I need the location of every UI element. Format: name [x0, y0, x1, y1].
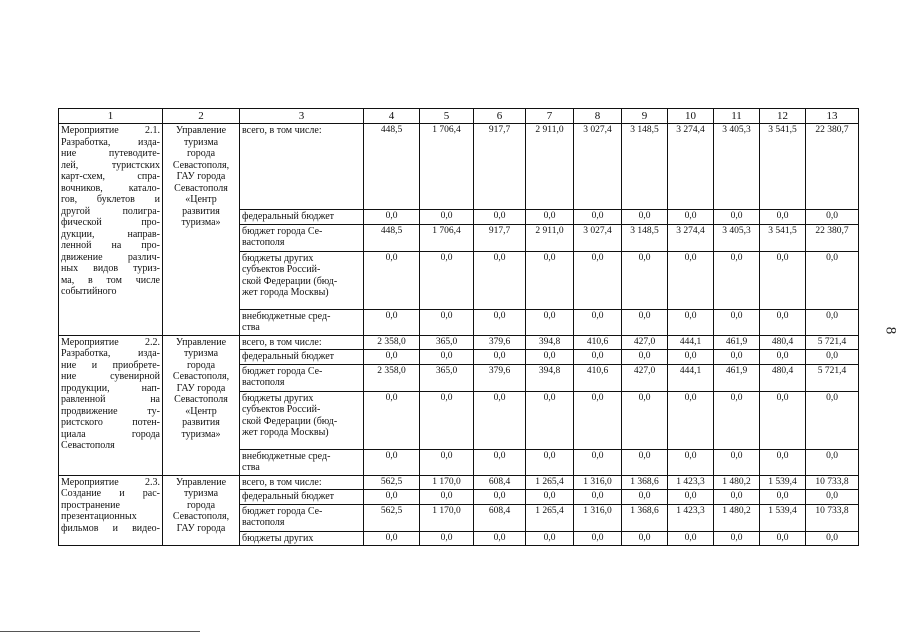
value-cell: 0,0: [574, 391, 622, 449]
value-cell: 0,0: [668, 309, 714, 335]
value-cell: 0,0: [574, 350, 622, 365]
value-cell: 0,0: [806, 391, 859, 449]
funding-source-label: бюджет города Се- вастополя: [240, 504, 364, 531]
header-cell: 8: [574, 109, 622, 124]
value-cell: 0,0: [668, 490, 714, 505]
page-number: 8: [882, 326, 899, 335]
value-cell: 427,0: [622, 364, 668, 391]
value-cell: 0,0: [714, 210, 760, 225]
value-cell: 0,0: [574, 210, 622, 225]
value-cell: 0,0: [760, 391, 806, 449]
value-cell: 0,0: [806, 350, 859, 365]
value-cell: 0,0: [364, 309, 420, 335]
value-cell: 0,0: [668, 350, 714, 365]
value-cell: 0,0: [420, 490, 474, 505]
measure-title: Мероприятие 2.2. Разработка, изда- ние и приобрете- ние сувенирной продукции, нап- равленной на продвижение ту- ристского потен- циала города Севастополя: [59, 335, 163, 475]
value-cell: 0,0: [714, 449, 760, 475]
value-cell: 379,6: [474, 364, 526, 391]
value-cell: 427,0: [622, 335, 668, 350]
value-cell: 0,0: [420, 531, 474, 546]
value-cell: 461,9: [714, 335, 760, 350]
value-cell: 0,0: [420, 449, 474, 475]
value-cell: 0,0: [714, 350, 760, 365]
value-cell: 0,0: [364, 391, 420, 449]
value-cell: 2 358,0: [364, 335, 420, 350]
value-cell: 0,0: [760, 350, 806, 365]
header-cell: 6: [474, 109, 526, 124]
value-cell: 22 380,7: [806, 124, 859, 210]
header-cell: 11: [714, 109, 760, 124]
table-row: [59, 335, 859, 350]
value-cell: 0,0: [574, 531, 622, 546]
measure-title: Мероприятие 2.3. Создание и рас- пространение презентационных фильмов и видео-: [59, 475, 163, 546]
value-cell: 480,4: [760, 335, 806, 350]
value-cell: 608,4: [474, 504, 526, 531]
funding-source-label: всего, в том числе:: [240, 124, 364, 210]
value-cell: 0,0: [574, 251, 622, 309]
value-cell: 3 274,4: [668, 224, 714, 251]
funding-source-label: бюджеты других субъектов Россий- ской Федерации (бюд- жет города Москвы): [240, 251, 364, 309]
value-cell: 0,0: [622, 391, 668, 449]
value-cell: 1 170,0: [420, 504, 474, 531]
value-cell: 0,0: [806, 490, 859, 505]
value-cell: 0,0: [364, 490, 420, 505]
value-cell: 3 274,4: [668, 124, 714, 210]
value-cell: 0,0: [622, 449, 668, 475]
value-cell: 0,0: [420, 391, 474, 449]
header-cell: 7: [526, 109, 574, 124]
value-cell: 0,0: [420, 309, 474, 335]
funding-source-label: бюджет города Се- вастополя: [240, 364, 364, 391]
measure-executor: Управление туризма города Севастополя, ГАУ города Севастополя «Центр развития туризма»: [163, 124, 240, 336]
value-cell: 1 423,3: [668, 504, 714, 531]
value-cell: 3 148,5: [622, 124, 668, 210]
header-cell: 10: [668, 109, 714, 124]
value-cell: 0,0: [474, 490, 526, 505]
header-row: [59, 109, 859, 124]
value-cell: 0,0: [806, 309, 859, 335]
value-cell: 365,0: [420, 335, 474, 350]
table-row: [59, 124, 859, 210]
value-cell: 0,0: [364, 251, 420, 309]
value-cell: 0,0: [806, 251, 859, 309]
funding-source-label: всего, в том числе:: [240, 475, 364, 490]
value-cell: 0,0: [526, 449, 574, 475]
value-cell: 0,0: [526, 391, 574, 449]
header-cell: 13: [806, 109, 859, 124]
value-cell: 1 480,2: [714, 475, 760, 490]
value-cell: 0,0: [420, 251, 474, 309]
value-cell: 0,0: [526, 531, 574, 546]
funding-source-label: всего, в том числе:: [240, 335, 364, 350]
value-cell: 0,0: [474, 449, 526, 475]
value-cell: 1 480,2: [714, 504, 760, 531]
value-cell: 0,0: [668, 210, 714, 225]
value-cell: 394,8: [526, 335, 574, 350]
value-cell: 1 316,0: [574, 475, 622, 490]
value-cell: 1 368,6: [622, 475, 668, 490]
value-cell: 3 405,3: [714, 124, 760, 210]
value-cell: 5 721,4: [806, 335, 859, 350]
value-cell: 0,0: [714, 531, 760, 546]
value-cell: 0,0: [526, 251, 574, 309]
value-cell: 3 148,5: [622, 224, 668, 251]
value-cell: 1 706,4: [420, 224, 474, 251]
value-cell: 0,0: [668, 251, 714, 309]
value-cell: 0,0: [474, 350, 526, 365]
value-cell: 0,0: [364, 350, 420, 365]
value-cell: 365,0: [420, 364, 474, 391]
funding-source-label: бюджеты других субъектов Россий- ской Федерации (бюд- жет города Москвы): [240, 391, 364, 449]
value-cell: 0,0: [364, 531, 420, 546]
value-cell: 0,0: [714, 391, 760, 449]
value-cell: 0,0: [574, 449, 622, 475]
value-cell: 0,0: [574, 309, 622, 335]
value-cell: 2 911,0: [526, 224, 574, 251]
value-cell: 3 405,3: [714, 224, 760, 251]
budget-table: [58, 108, 859, 546]
value-cell: 0,0: [760, 210, 806, 225]
measure-executor: Управление туризма города Севастополя, ГАУ города: [163, 475, 240, 546]
value-cell: 0,0: [574, 490, 622, 505]
header-cell: 4: [364, 109, 420, 124]
value-cell: 0,0: [474, 531, 526, 546]
funding-source-label: внебюджетные сред- ства: [240, 449, 364, 475]
value-cell: 1 706,4: [420, 124, 474, 210]
value-cell: 0,0: [806, 449, 859, 475]
value-cell: 0,0: [760, 449, 806, 475]
value-cell: 0,0: [526, 210, 574, 225]
value-cell: 0,0: [420, 210, 474, 225]
value-cell: 410,6: [574, 364, 622, 391]
value-cell: 22 380,7: [806, 224, 859, 251]
header-cell: 12: [760, 109, 806, 124]
value-cell: 0,0: [526, 490, 574, 505]
value-cell: 10 733,8: [806, 504, 859, 531]
value-cell: 0,0: [806, 531, 859, 546]
value-cell: 0,0: [420, 350, 474, 365]
value-cell: 379,6: [474, 335, 526, 350]
value-cell: 1 368,6: [622, 504, 668, 531]
value-cell: 0,0: [760, 251, 806, 309]
value-cell: 3 541,5: [760, 124, 806, 210]
value-cell: 0,0: [622, 309, 668, 335]
value-cell: 562,5: [364, 504, 420, 531]
value-cell: 461,9: [714, 364, 760, 391]
value-cell: 10 733,8: [806, 475, 859, 490]
value-cell: 0,0: [622, 210, 668, 225]
value-cell: 0,0: [474, 251, 526, 309]
table-row: [59, 475, 859, 490]
header-cell: 5: [420, 109, 474, 124]
funding-source-label: бюджет города Се- вастополя: [240, 224, 364, 251]
value-cell: 1 539,4: [760, 504, 806, 531]
value-cell: 917,7: [474, 224, 526, 251]
value-cell: 0,0: [622, 350, 668, 365]
value-cell: 0,0: [668, 449, 714, 475]
value-cell: 0,0: [364, 449, 420, 475]
value-cell: 1 170,0: [420, 475, 474, 490]
value-cell: 0,0: [474, 210, 526, 225]
value-cell: 0,0: [526, 309, 574, 335]
value-cell: 448,5: [364, 224, 420, 251]
value-cell: 0,0: [474, 391, 526, 449]
header-cell: 1: [59, 109, 163, 124]
value-cell: 3 027,4: [574, 224, 622, 251]
footer-divider: [0, 631, 200, 632]
value-cell: 3 541,5: [760, 224, 806, 251]
funding-source-label: внебюджетные сред- ства: [240, 309, 364, 335]
value-cell: 2 911,0: [526, 124, 574, 210]
funding-source-label: федеральный бюджет: [240, 350, 364, 365]
value-cell: 444,1: [668, 335, 714, 350]
measure-title: Мероприятие 2.1. Разработка, изда- ние путеводите- лей, туристских карт-схем, спра- вочников, катало- гов, буклетов и другой полигра- фической про- дукции, направ- ленной на про- движение различ- ных видов туриз- ма, в том числе событийного: [59, 124, 163, 336]
value-cell: 444,1: [668, 364, 714, 391]
value-cell: 5 721,4: [806, 364, 859, 391]
value-cell: 1 423,3: [668, 475, 714, 490]
header-cell: 3: [240, 109, 364, 124]
value-cell: 2 358,0: [364, 364, 420, 391]
value-cell: 0,0: [668, 391, 714, 449]
value-cell: 1 539,4: [760, 475, 806, 490]
value-cell: 1 316,0: [574, 504, 622, 531]
funding-source-label: федеральный бюджет: [240, 210, 364, 225]
value-cell: 410,6: [574, 335, 622, 350]
value-cell: 448,5: [364, 124, 420, 210]
header-cell: 9: [622, 109, 668, 124]
value-cell: 0,0: [622, 531, 668, 546]
funding-source-label: бюджеты других: [240, 531, 364, 546]
funding-source-label: федеральный бюджет: [240, 490, 364, 505]
value-cell: 0,0: [760, 490, 806, 505]
value-cell: 0,0: [714, 251, 760, 309]
value-cell: 3 027,4: [574, 124, 622, 210]
header-cell: 2: [163, 109, 240, 124]
value-cell: 394,8: [526, 364, 574, 391]
value-cell: 0,0: [622, 490, 668, 505]
value-cell: 917,7: [474, 124, 526, 210]
value-cell: 0,0: [760, 531, 806, 546]
value-cell: 0,0: [526, 350, 574, 365]
value-cell: 562,5: [364, 475, 420, 490]
value-cell: 0,0: [474, 309, 526, 335]
value-cell: 480,4: [760, 364, 806, 391]
value-cell: 0,0: [714, 309, 760, 335]
value-cell: 0,0: [760, 309, 806, 335]
value-cell: 0,0: [714, 490, 760, 505]
measure-executor: Управление туризма города Севастополя, ГАУ города Севастополя «Центр развития туризма»: [163, 335, 240, 475]
value-cell: 0,0: [806, 210, 859, 225]
value-cell: 0,0: [622, 251, 668, 309]
value-cell: 0,0: [668, 531, 714, 546]
value-cell: 0,0: [364, 210, 420, 225]
value-cell: 608,4: [474, 475, 526, 490]
value-cell: 1 265,4: [526, 504, 574, 531]
value-cell: 1 265,4: [526, 475, 574, 490]
